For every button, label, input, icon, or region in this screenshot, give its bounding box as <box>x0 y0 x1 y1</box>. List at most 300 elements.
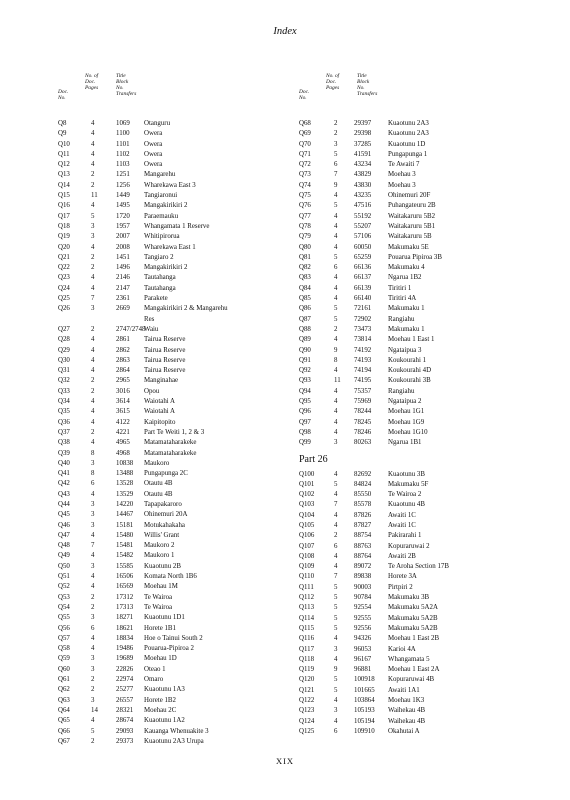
land-name: Tapapakaroro <box>144 500 182 508</box>
doc-number: Q102 <box>299 491 315 499</box>
land-name: Mangakirikiri 2 <box>144 202 188 210</box>
title-block: 66139 <box>354 284 372 292</box>
table-row <box>58 685 303 695</box>
table-row <box>58 603 303 613</box>
page-count: 6 <box>334 161 338 169</box>
doc-number: Q92 <box>299 367 311 375</box>
doc-number: Q115 <box>299 624 315 632</box>
title-block: 4968 <box>116 449 130 457</box>
land-name: Tiritiri 4A <box>388 295 417 303</box>
land-name: Kuaotunu 1A2 <box>144 717 185 725</box>
land-name: Maukoro 1 <box>144 552 175 560</box>
doc-number: Q123 <box>299 707 315 715</box>
table-row <box>58 160 303 170</box>
page-count: 4 <box>334 284 338 292</box>
doc-number: Q97 <box>299 418 311 426</box>
land-name: Makumaku 5F <box>388 480 429 488</box>
title-block: 26557 <box>116 696 134 704</box>
title-block: 2669 <box>116 305 130 313</box>
table-row <box>299 727 559 737</box>
title-block: 2008 <box>116 243 130 251</box>
title-block: 89838 <box>354 573 372 581</box>
table-row <box>299 304 559 314</box>
doc-number: Q31 <box>58 367 70 375</box>
table-row <box>299 119 559 129</box>
doc-number: Q16 <box>58 202 70 210</box>
title-block: 13488 <box>116 470 134 478</box>
title-block: 85578 <box>354 501 372 509</box>
doc-number: Q32 <box>58 377 70 385</box>
land-name: Wharekawa East 3 <box>144 181 196 189</box>
table-row <box>58 243 303 253</box>
land-name: Kuaotunu 1A3 <box>144 686 185 694</box>
page-count: 6 <box>334 727 338 735</box>
land-name: Matamataharakeke <box>144 439 197 447</box>
land-name: Moehau 2C <box>144 706 177 714</box>
title-block: 92555 <box>354 614 372 622</box>
title-block: 29397 <box>354 120 372 127</box>
page-count: 4 <box>91 645 95 653</box>
table-row <box>299 294 559 304</box>
page-count: 4 <box>91 243 95 251</box>
table-row <box>299 480 559 490</box>
table-row <box>58 675 303 685</box>
doc-number: Q76 <box>299 202 311 210</box>
land-name: Moehau 1G1 <box>388 408 425 416</box>
table-row <box>58 551 303 561</box>
table-row <box>58 346 303 356</box>
table-row <box>299 428 559 438</box>
table-row <box>299 407 559 417</box>
title-block: 87826 <box>354 511 372 519</box>
title-block: 18271 <box>116 614 134 622</box>
table-row <box>58 500 303 510</box>
doc-number: Q119 <box>299 666 315 674</box>
title-block: 90003 <box>354 583 372 591</box>
page-count: 11 <box>91 192 98 200</box>
doc-number: Q91 <box>299 356 311 364</box>
title-block: 1069 <box>116 120 130 127</box>
title-block: 74193 <box>354 356 372 364</box>
table-row <box>58 510 303 520</box>
title-block: 2147 <box>116 284 130 292</box>
page-count: 4 <box>334 295 338 303</box>
page-count: 8 <box>91 470 95 478</box>
table-row <box>299 387 559 397</box>
page-count: 11 <box>334 377 341 385</box>
doc-number: Q62 <box>58 686 70 694</box>
page-count: 4 <box>334 655 338 663</box>
table-row <box>299 552 559 562</box>
land-name: Makumaku 5A2B <box>388 614 438 622</box>
doc-number: Q38 <box>58 439 70 447</box>
doc-number: Q104 <box>299 511 315 519</box>
title-block: 15481 <box>116 542 134 550</box>
title-block: 1256 <box>116 181 130 189</box>
table-row <box>58 479 303 489</box>
land-name: Kuaotunu 3B <box>388 470 425 478</box>
table-row <box>299 624 559 634</box>
title-block: 66140 <box>354 295 372 303</box>
table-row <box>299 542 559 552</box>
table-row <box>58 315 303 325</box>
doc-number: Q121 <box>299 686 315 694</box>
land-name: Willis' Grant <box>144 531 180 539</box>
title-block: 1720 <box>116 212 130 220</box>
page-count: 3 <box>91 459 95 467</box>
table-row <box>58 727 303 737</box>
title-block: 1957 <box>116 222 130 230</box>
doc-number: Q9 <box>58 130 67 138</box>
title-block: 1251 <box>116 171 130 179</box>
page-count: 4 <box>334 697 338 705</box>
doc-number: Q10 <box>58 140 70 148</box>
land-name: Tautahanga <box>144 274 176 282</box>
table-row <box>299 335 559 345</box>
table-row <box>58 572 303 582</box>
title-block: 17313 <box>116 603 134 611</box>
page-count: 4 <box>91 130 95 138</box>
table-row <box>299 201 559 211</box>
land-name: Makumaku 5A2A <box>388 604 438 612</box>
page-count: 4 <box>91 573 95 581</box>
doc-number: Q81 <box>299 253 311 261</box>
doc-number: Q66 <box>58 727 70 735</box>
page-count: 4 <box>334 552 338 560</box>
doc-number: Q103 <box>299 501 315 509</box>
page-count: 4 <box>91 274 95 282</box>
page-title: Index <box>273 26 297 37</box>
land-name: Puhangateuru 2B <box>388 202 436 210</box>
title-block: 1100 <box>116 130 130 138</box>
page-count: 7 <box>334 171 338 179</box>
page-count: 4 <box>334 192 338 200</box>
title-block: 29093 <box>116 727 134 735</box>
doc-number: Q36 <box>58 418 70 426</box>
page-count: 4 <box>334 336 338 344</box>
page-count: 4 <box>91 408 95 416</box>
doc-number: Q89 <box>299 336 311 344</box>
land-name: Mangarehu <box>144 171 176 179</box>
table-row <box>299 634 559 644</box>
title-block: 96167 <box>354 655 372 663</box>
table-row <box>299 150 559 160</box>
land-name: Komata North 1B6 <box>144 573 197 581</box>
title-block: 16569 <box>116 583 134 591</box>
land-name: Parakete <box>144 295 168 303</box>
page-count: 8 <box>91 449 95 457</box>
title-block: 4965 <box>116 439 130 447</box>
title-block: 41591 <box>354 150 372 158</box>
land-name: Kuaotunu 2A3 <box>388 130 429 138</box>
table-row <box>299 562 559 572</box>
land-name: Ngarua 1B2 <box>388 274 422 282</box>
doc-number: Q44 <box>58 500 70 508</box>
page-count: 5 <box>334 480 338 488</box>
page-count: 4 <box>91 356 95 364</box>
land-name: Waitakaruru 5B2 <box>388 212 436 220</box>
title-block: 2864 <box>116 367 130 375</box>
title-block: 60050 <box>354 243 372 251</box>
land-name: Moehau 1 East 2B <box>388 635 440 643</box>
land-name: Waitakaruru 5B1 <box>388 222 436 230</box>
page-count: 5 <box>334 594 338 602</box>
table-row <box>58 325 303 335</box>
table-row <box>58 654 303 664</box>
page-count: 14 <box>91 706 98 714</box>
table-row <box>58 387 303 397</box>
doc-number: Q69 <box>299 130 311 138</box>
land-name: Ohinemuri 20F <box>388 192 431 200</box>
page-count: 4 <box>334 274 338 282</box>
table-row <box>58 150 303 160</box>
table-row <box>58 407 303 417</box>
page-count: 5 <box>334 624 338 632</box>
land-name: Waiotahi A <box>144 398 176 406</box>
title-block: 74192 <box>354 346 372 354</box>
land-name: Te Aroha Section 17B <box>388 563 449 571</box>
doc-number: Q24 <box>58 284 70 292</box>
page-count: 2 <box>91 387 95 395</box>
table-row <box>58 181 303 191</box>
left-column <box>58 73 303 747</box>
land-name: Moehau 1D <box>144 655 177 663</box>
doc-number: Q52 <box>58 583 70 591</box>
land-name: Tairua Reserve <box>144 367 186 375</box>
table-row <box>58 737 303 747</box>
doc-number: Q125 <box>299 727 315 735</box>
page-count: 2 <box>91 603 95 611</box>
land-name: Oteao 1 <box>144 665 166 673</box>
title-block: 109910 <box>354 727 375 735</box>
land-name: Moehau 1 East 2A <box>388 666 440 674</box>
doc-number: Q25 <box>58 295 70 303</box>
doc-number: Q85 <box>299 295 311 303</box>
left-rows <box>58 119 303 747</box>
title-block: 2965 <box>116 377 130 385</box>
title-block: 2861 <box>116 336 130 344</box>
title-block: 88754 <box>354 532 372 540</box>
land-name: Matamataharakeke <box>144 449 197 457</box>
land-name: Moehau 3 <box>388 171 416 179</box>
column-headers <box>58 73 303 119</box>
table-row <box>58 170 303 180</box>
title-block: 2863 <box>116 356 130 364</box>
table-row <box>58 222 303 232</box>
page-count: 4 <box>334 212 338 220</box>
table-row <box>299 438 559 448</box>
table-row <box>58 582 303 592</box>
page-count: 6 <box>334 542 338 550</box>
page-count: 2 <box>91 428 95 436</box>
doc-number: Q96 <box>299 408 311 416</box>
land-name: Rangiahu <box>388 387 415 395</box>
doc-number: Q46 <box>58 521 70 529</box>
title-block: 72902 <box>354 315 372 323</box>
page-count: 4 <box>334 635 338 643</box>
title-block: 22974 <box>116 676 134 684</box>
doc-number: Q122 <box>299 697 315 705</box>
page-count: 4 <box>91 202 95 210</box>
title-block: 1496 <box>116 264 130 272</box>
table-row <box>58 140 303 150</box>
land-name: Kopuraruwai 4B <box>388 676 435 684</box>
table-row <box>58 253 303 263</box>
doc-number: Q18 <box>58 222 70 230</box>
title-block: 14220 <box>116 500 134 508</box>
table-row <box>299 243 559 253</box>
page-count: 4 <box>91 284 95 292</box>
doc-number: Q101 <box>299 480 315 488</box>
doc-number: Q51 <box>58 573 70 581</box>
table-row <box>299 366 559 376</box>
table-row <box>299 511 559 521</box>
table-row <box>58 624 303 634</box>
page-count: 9 <box>334 346 338 354</box>
page-count: 3 <box>91 655 95 663</box>
page-count: 2 <box>91 737 95 745</box>
land-name: Te Awaiti 7 <box>388 161 420 169</box>
land-name: Whangamata 1 Reserve <box>144 222 210 230</box>
doc-number: Q116 <box>299 635 315 643</box>
title-block: 17312 <box>116 593 134 601</box>
land-name: Pungapunga 1 <box>388 150 428 158</box>
title-block: 55192 <box>354 212 372 220</box>
page-count: 2 <box>91 325 95 333</box>
table-row <box>299 253 559 263</box>
doc-number: Q39 <box>58 449 70 457</box>
table-row <box>58 397 303 407</box>
doc-number: Q14 <box>58 181 70 189</box>
land-name: Omaro <box>144 676 164 684</box>
title-block: 96881 <box>354 666 372 674</box>
title-block: 18834 <box>116 634 134 642</box>
table-row <box>299 376 559 386</box>
doc-number: Q63 <box>58 696 70 704</box>
table-row <box>58 273 303 283</box>
table-row <box>299 356 559 366</box>
table-row <box>58 366 303 376</box>
page-count: 4 <box>91 161 95 169</box>
doc-number: Q29 <box>58 346 70 354</box>
land-name: Makumaku 5E <box>388 243 429 251</box>
table-row <box>58 438 303 448</box>
title-block: 1101 <box>116 140 130 148</box>
doc-number: Q124 <box>299 717 315 725</box>
table-row <box>299 675 559 685</box>
column-headers <box>299 73 559 119</box>
land-name: Horete 3A <box>388 573 417 581</box>
page-number: XIX <box>275 756 295 766</box>
table-row <box>299 717 559 727</box>
land-name: Moehau 3 <box>388 181 416 189</box>
doc-number: Q112 <box>299 594 315 602</box>
title-block: 103864 <box>354 697 375 705</box>
doc-number: Q98 <box>299 428 311 436</box>
table-row <box>58 212 303 222</box>
title-block: 92554 <box>354 604 372 612</box>
doc-number: Q73 <box>299 171 311 179</box>
table-row <box>58 284 303 294</box>
page-count: 4 <box>334 367 338 375</box>
doc-number: Q106 <box>299 532 315 540</box>
doc-number: Q84 <box>299 284 311 292</box>
page-count: 5 <box>91 727 95 735</box>
land-name: Kuaotunu 2A3 Urupa <box>144 737 204 745</box>
table-row <box>299 521 559 531</box>
doc-number: Q108 <box>299 552 315 560</box>
doc-number: Q88 <box>299 325 311 333</box>
land-name: Kuaotunu 2B <box>144 562 181 570</box>
doc-number: Q43 <box>58 490 70 498</box>
title-block: 3614 <box>116 398 130 406</box>
land-name: Waihekau 4B <box>388 707 426 715</box>
table-row <box>58 706 303 716</box>
doc-number: Q21 <box>58 253 70 261</box>
land-name: Waihekau 4B <box>388 717 426 725</box>
title-block: 66136 <box>354 264 372 272</box>
page-count: 2 <box>91 264 95 272</box>
doc-number: Q30 <box>58 356 70 364</box>
title-block: 47516 <box>354 202 372 210</box>
title-block: 1103 <box>116 161 130 169</box>
page-count: 2 <box>91 181 95 189</box>
doc-number: Q50 <box>58 562 70 570</box>
page-count: 3 <box>91 305 95 313</box>
right-column <box>299 73 559 737</box>
land-name: Waiotahi A <box>144 408 176 416</box>
title-block: 101665 <box>354 686 375 694</box>
table-row <box>299 273 559 283</box>
page-count: 2 <box>334 130 338 138</box>
title-block: 4122 <box>116 418 130 426</box>
doc-number: Q79 <box>299 233 311 241</box>
land-name: Kuaotunu 2A3 <box>388 120 429 127</box>
title-block: 78246 <box>354 428 372 436</box>
doc-number: Q70 <box>299 140 311 148</box>
table-row <box>58 263 303 273</box>
right-rows <box>299 119 559 449</box>
land-name: Kuaotunu 1D <box>388 140 426 148</box>
page-count: 4 <box>334 222 338 230</box>
doc-number: Q75 <box>299 192 311 200</box>
doc-number: Q117 <box>299 645 315 653</box>
land-name: Ohinemuri 20A <box>144 511 188 519</box>
title-block: 28321 <box>116 706 134 714</box>
doc-number: Q48 <box>58 542 70 550</box>
header-doc-pages: No. of Doc. Pages <box>85 73 99 91</box>
table-row <box>299 191 559 201</box>
page-count: 4 <box>91 398 95 406</box>
title-block: 15585 <box>116 562 134 570</box>
header-doc-no: Doc. No. <box>299 89 310 101</box>
table-row <box>299 531 559 541</box>
table-row <box>58 665 303 675</box>
land-name: Otanguru <box>144 120 171 127</box>
table-row <box>299 222 559 232</box>
title-block: 43234 <box>354 161 372 169</box>
land-name: Pouarua Pipiroa 3B <box>388 253 442 261</box>
table-row <box>299 325 559 335</box>
table-row <box>299 572 559 582</box>
table-row <box>299 160 559 170</box>
doc-number: Q49 <box>58 552 70 560</box>
page-count: 2 <box>91 686 95 694</box>
title-block: 105193 <box>354 707 375 715</box>
doc-number: Q58 <box>58 645 70 653</box>
land-name: Rangiahu <box>388 315 415 323</box>
page-count: 4 <box>334 470 338 478</box>
